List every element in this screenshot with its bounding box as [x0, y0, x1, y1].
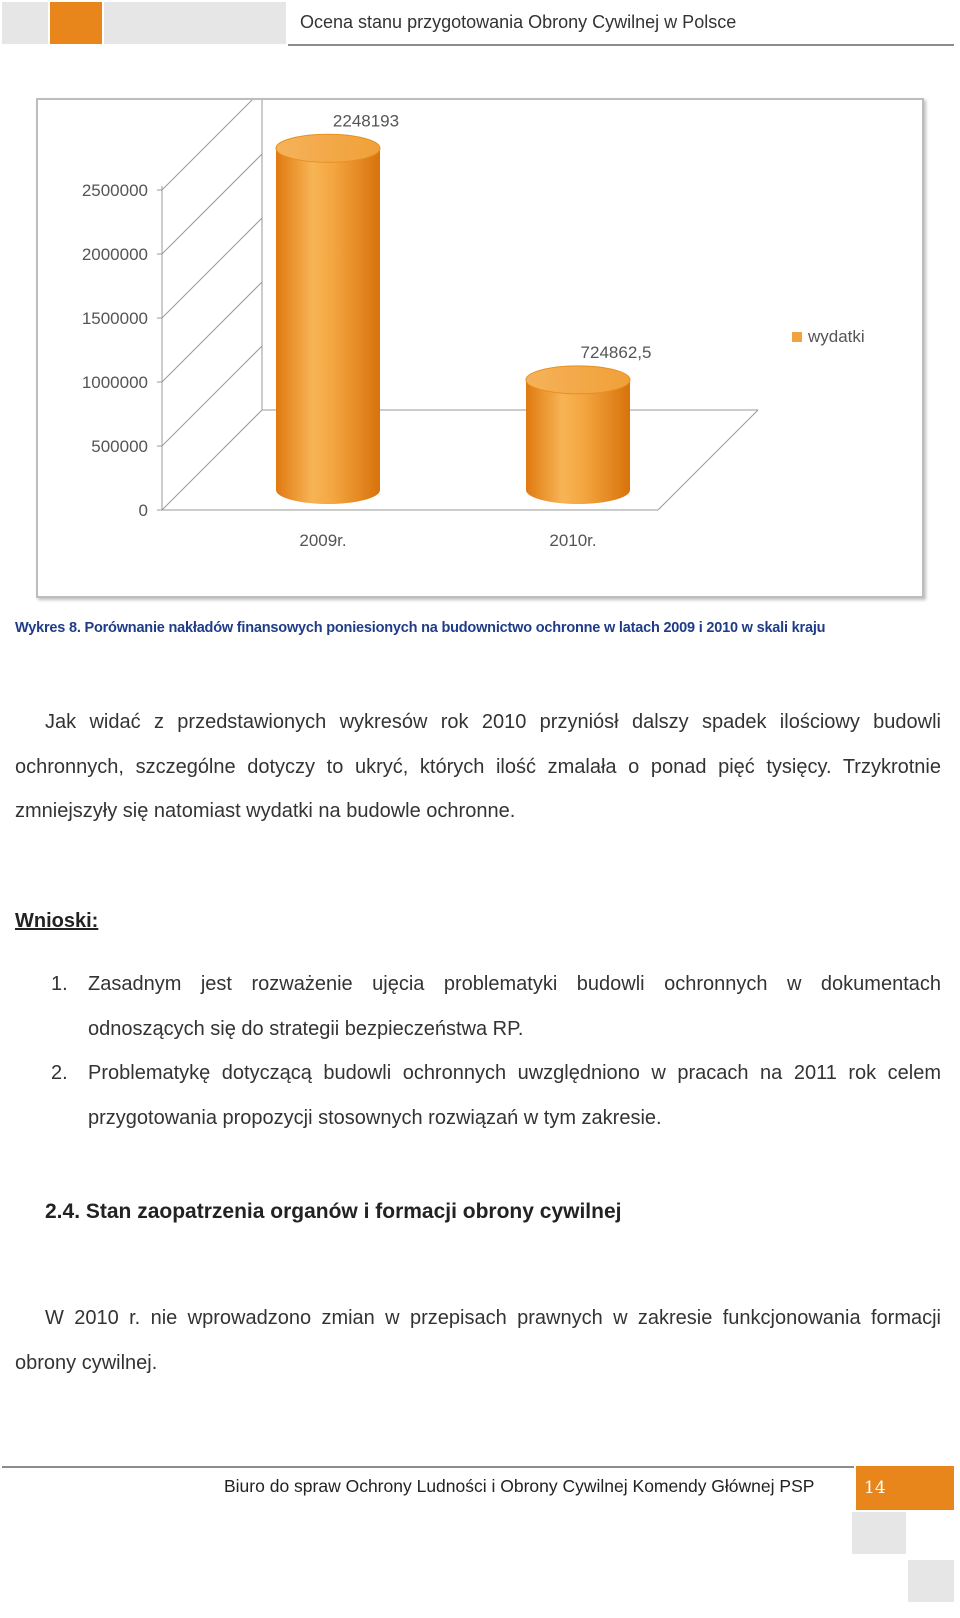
y-tick-label: 2000000	[81, 245, 148, 264]
list-item-text: Zasadnym jest rozważenie ujęcia problematyki budowli ochronnych w dokumentach odnoszących się do strategii bezpieczeństwa RP.	[88, 973, 941, 1040]
y-tick-label: 0	[138, 501, 148, 520]
gridline-diagonal	[162, 346, 262, 446]
chart-bars	[276, 134, 630, 504]
footer-decor-gray-2	[908, 1560, 954, 1602]
header-rule	[288, 44, 954, 46]
footer-decor-gray-1	[852, 1512, 906, 1554]
page-number-box	[856, 1466, 954, 1510]
list-item	[15, 962, 941, 1051]
gridline-diagonal	[162, 282, 262, 382]
bar-top	[276, 134, 380, 162]
list-item-number: 2.	[51, 1062, 68, 1084]
bar-top	[526, 366, 630, 394]
list-item	[15, 1051, 941, 1140]
x-category-label: 2010r.	[549, 531, 597, 550]
y-tick-label: 1000000	[81, 373, 148, 392]
y-tick-label: 2500000	[81, 181, 148, 200]
data-label: 2248193	[332, 111, 400, 131]
data-label: 724862,5	[580, 342, 652, 362]
gridline-diagonal	[162, 410, 262, 510]
section-title: Stan zaopatrzenia organów i formacji obrony cywilnej	[85, 1200, 622, 1223]
bar-chart	[38, 100, 922, 596]
list-item-text: Problematykę dotyczącą budowli ochronnych uwzględniono w pracach na 2011 rok celem przygotowania propozycji stosownych rozwiązań w tym zakresie.	[88, 1062, 941, 1129]
y-tick-label: 500000	[91, 437, 148, 456]
list-item-number: 1.	[51, 973, 68, 995]
section-heading	[45, 1200, 621, 1224]
paragraph-section: W 2010 r. nie wprowadzono zmian w przepisach prawnych w zakresie funkcjonowania formacji obrony cywilnej.	[15, 1307, 941, 1374]
header-decor-gray-left	[2, 2, 48, 44]
chart-y-ticks	[82, 181, 148, 520]
page-number: 14	[864, 1478, 886, 1498]
conclusions-heading: Wnioski:	[15, 910, 99, 932]
chart-grid	[157, 100, 758, 510]
conclusions-list	[15, 962, 941, 1140]
legend-swatch	[792, 332, 802, 342]
paragraph-intro: Jak widać z przedstawionych wykresów rok 2010 przyniósł dalszy spadek ilościowy budowli ochronnych, szczególne dotyczy to ukryć, których ilość zmalała o ponad pięć tysięcy. Trzykrotnie zmniejszyły się natomiast wydatki na budowle ochronne.	[15, 711, 941, 822]
header-decor-orange	[50, 2, 102, 44]
chart-caption: Wykres 8. Porównanie nakładów finansowych poniesionych na budownictwo ochronne w latach 2009 i 2010 w skali kraju	[15, 620, 826, 636]
bar-body	[276, 148, 380, 504]
footer-rule	[2, 1466, 854, 1468]
legend-label: wydatki	[808, 327, 865, 346]
y-tick-label: 1500000	[81, 309, 148, 328]
bar-body	[526, 380, 630, 504]
header-title: Ocena stanu przygotowania Obrony Cywilnej w Polsce	[300, 12, 737, 32]
gridline-diagonal	[162, 100, 262, 190]
section-number: 2.4.	[45, 1200, 81, 1223]
header-decor-gray-right	[104, 2, 286, 44]
chart-frame	[36, 98, 924, 598]
x-category-label: 2009r.	[299, 531, 347, 550]
footer-text: Biuro do spraw Ochrony Ludności i Obrony Cywilnej Komendy Głównej PSP	[224, 1476, 815, 1496]
chart-legend	[792, 327, 865, 346]
gridline-diagonal	[162, 218, 262, 318]
gridline-diagonal	[162, 154, 262, 254]
floor-right-edge	[658, 410, 758, 510]
